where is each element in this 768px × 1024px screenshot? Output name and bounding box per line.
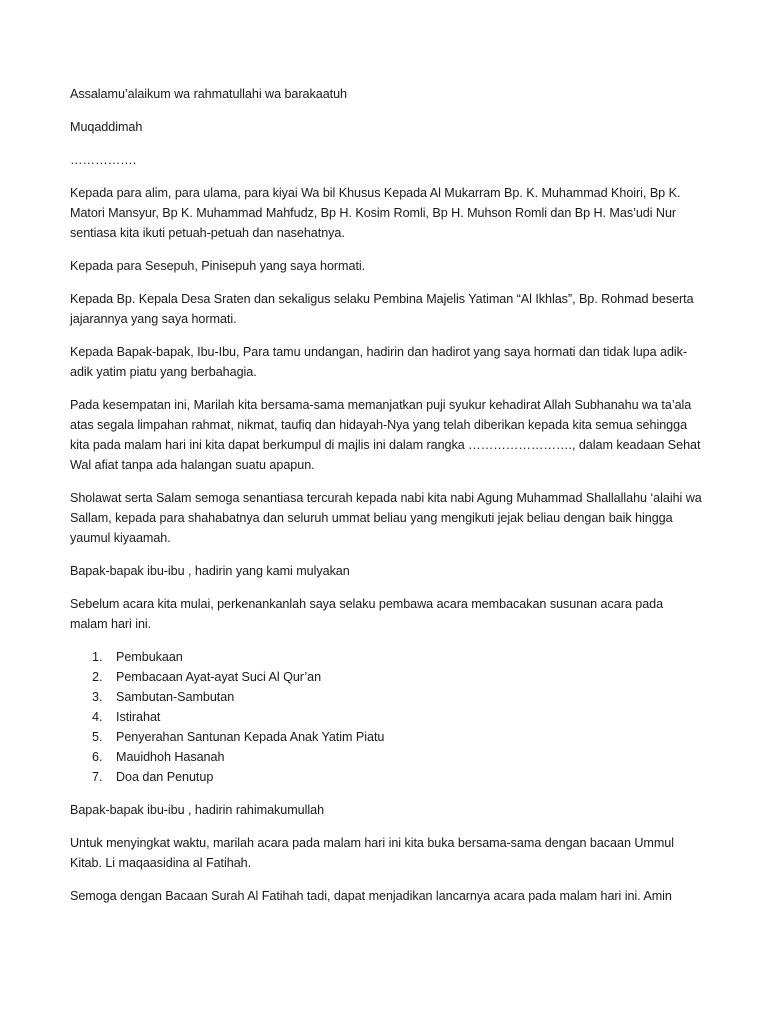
list-number: 6. [92,750,103,764]
list-text: Istirahat [116,710,161,724]
list-item [70,727,702,747]
list-number: 5. [92,730,103,744]
paragraph: Kepada Bapak-bapak, Ibu-Ibu, Para tamu undangan, hadirin dan hadirot yang saya hormati dan tidak lupa adik-adik yatim piatu yang berbahagia. [70,345,688,379]
paragraph: Bapak-bapak ibu-ibu , hadirin yang kami mulyakan [70,564,350,578]
paragraph: Sholawat serta Salam semoga senantiasa tercurah kepada nabi kita nabi Agung Muhammad Shallallahu ‘alaihi wa Sallam, kepada para shahabatnya dan seluruh ummat beliau yang mengikuti jejak beliau dengan baik hingga yaumul kiyaamah. [70,491,702,545]
list-text: Sambutan-Sambutan [116,690,235,704]
heading-muqaddimah: Muqaddimah [70,120,143,134]
list-text: Pembacaan Ayat-ayat Suci Al Qur’an [116,670,322,684]
paragraph: Kepada Bp. Kepala Desa Sraten dan sekaligus selaku Pembina Majelis Yatiman “Al Ikhlas”, Bp. Rohmad beserta jajarannya yang saya hormati. [70,292,694,326]
document-body [70,84,702,919]
list-item [70,747,702,767]
list-text: Pembukaan [116,650,183,664]
list-text: Penyerahan Santunan Kepada Anak Yatim Piatu [116,730,385,744]
paragraph: Sebelum acara kita mulai, perkenankanlah saya selaku pembawa acara membacakan susunan acara pada malam hari ini. [70,597,664,631]
list-number: 7. [92,770,103,784]
list-number: 2. [92,670,103,684]
list-item [70,667,702,687]
paragraph: Pada kesempatan ini, Marilah kita bersama-sama memanjatkan puji syukur kehadirat Allah Subhanahu wa ta’ala atas segala limpahan rahmat, nikmat, taufiq dan hidayah-Nya yang telah diberikan kepada kita semua sehingga kita pada malam hari ini kita dapat berkumpul di majlis ini dalam rangka ……………………., dalam keadaan Sehat Wal afiat tanpa ada halangan suatu apapun. [70,398,701,472]
paragraph: Semoga dengan Bacaan Surah Al Fatihah tadi, dapat menjadikan lancarnya acara pada malam hari ini. Amin [70,889,672,903]
list-item [70,647,702,667]
list-item [70,767,702,787]
list-item [70,687,702,707]
list-text: Doa dan Penutup [116,770,214,784]
ellipsis-line: ……………. [70,153,137,167]
paragraph: Untuk menyingkat waktu, marilah acara pada malam hari ini kita buka bersama-sama dengan bacaan Ummul Kitab. Li maqaasidina al Fatihah. [70,836,674,870]
list-number: 1. [92,650,103,664]
paragraph: Kepada para Sesepuh, Pinisepuh yang saya hormati. [70,259,366,273]
paragraph: Bapak-bapak ibu-ibu , hadirin rahimakumullah [70,803,325,817]
list-number: 4. [92,710,103,724]
list-number: 3. [92,690,103,704]
greeting: Assalamu’alaikum wa rahmatullahi wa barakaatuh [70,87,348,101]
paragraph: Kepada para alim, para ulama, para kiyai Wa bil Khusus Kepada Al Mukarram Bp. K. Muhammad Khoiri, Bp K. Matori Mansyur, Bp K. Muhammad Mahfudz, Bp H. Kosim Romli, Bp H. Muhson Romli dan Bp H. Mas’udi Nur sentiasa kita ikuti petuah-petuah dan nasehatnya. [70,186,681,240]
list-text: Mauidhoh Hasanah [116,750,225,764]
agenda-list [70,647,702,787]
list-item [70,707,702,727]
